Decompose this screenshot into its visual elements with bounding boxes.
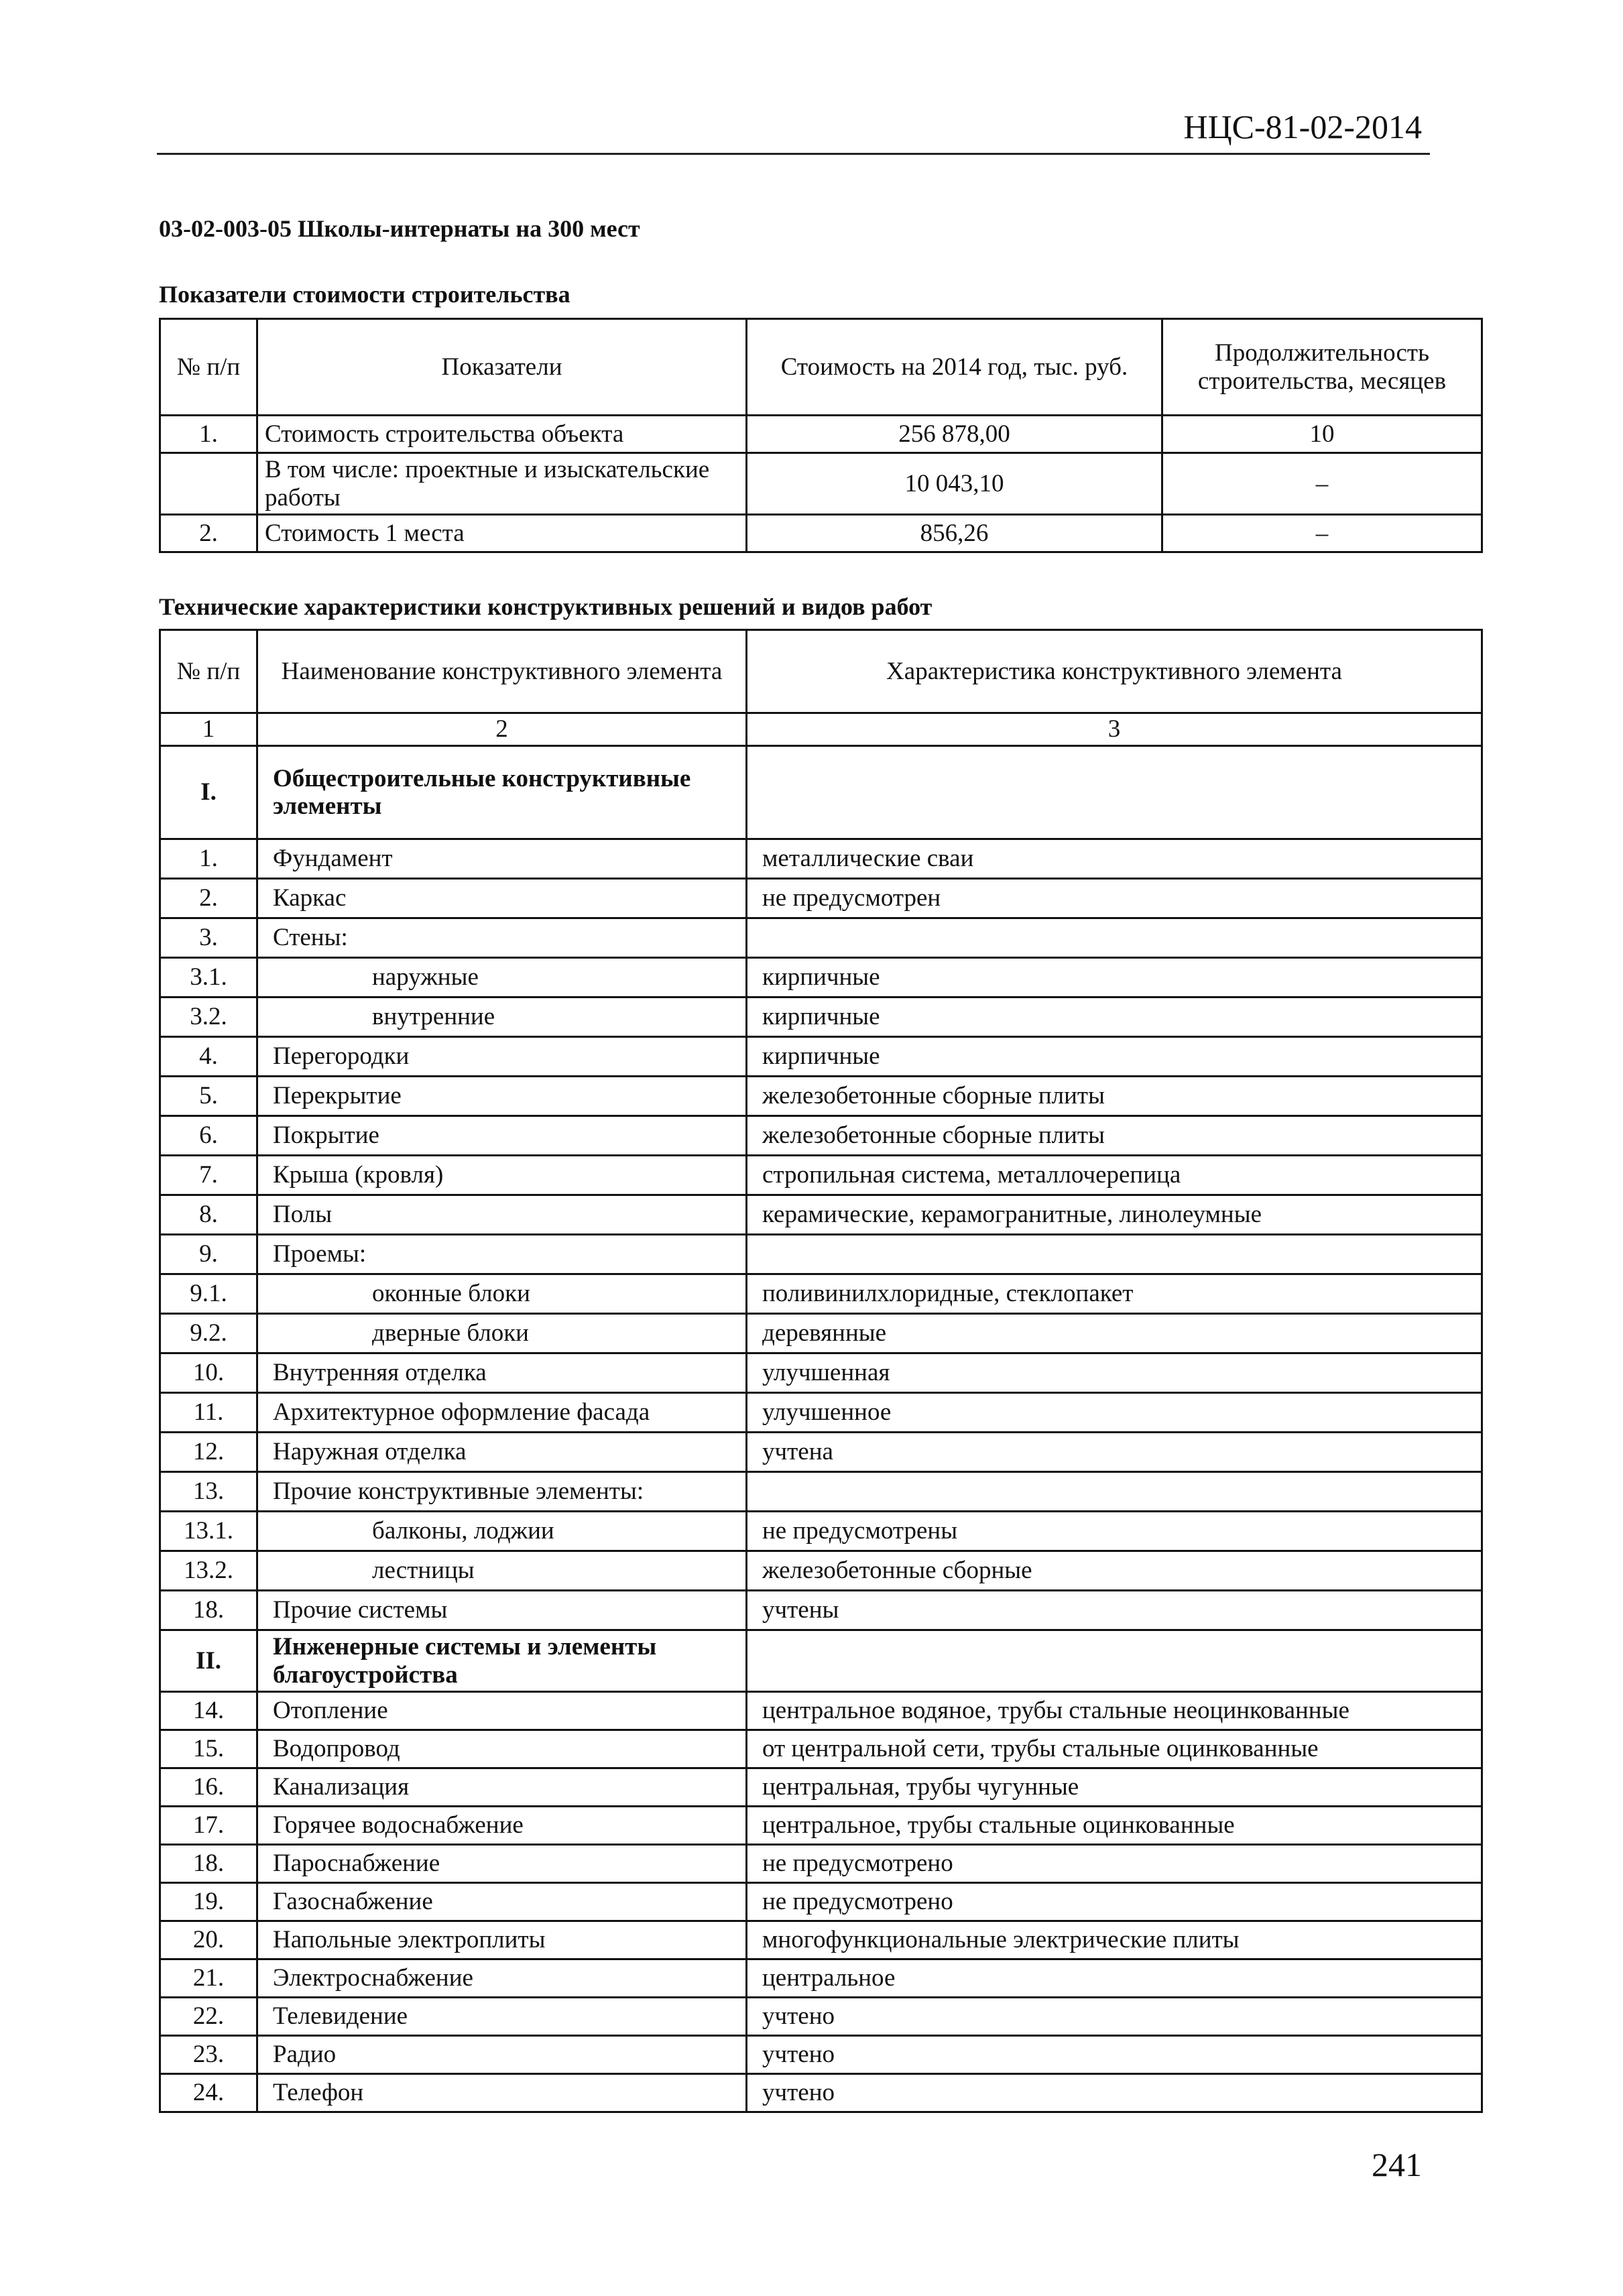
table-row <box>160 1472 1482 1512</box>
element-characteristic: не предусмотрены <box>747 1512 1482 1551</box>
column-number: 1 <box>160 713 257 746</box>
cost-table-title: Показатели стоимости строительства <box>159 281 570 308</box>
page-number: 241 <box>1372 2146 1422 2183</box>
indicator-name: В том числе: проектные и изыскательские работы <box>257 453 747 515</box>
element-characteristic: кирпичные <box>747 998 1482 1037</box>
row-number: 3.1. <box>160 958 257 998</box>
column-header: Продолжительность строительства, месяцев <box>1162 319 1482 416</box>
column-header: Показатели <box>257 319 747 416</box>
element-name: Каркас <box>257 879 747 918</box>
element-characteristic: учтено <box>747 2074 1482 2112</box>
table-row <box>160 1807 1482 1845</box>
element-characteristic: стропильная система, металлочерепица <box>747 1156 1482 1195</box>
element-name: Пароснабжение <box>257 1845 747 1883</box>
row-number: 16. <box>160 1768 257 1807</box>
element-name: Горячее водоснабжение <box>257 1807 747 1845</box>
element-characteristic: учтено <box>747 1998 1482 2036</box>
table-row <box>160 998 1482 1037</box>
table-row <box>160 1037 1482 1077</box>
element-name: Водопровод <box>257 1730 747 1768</box>
element-characteristic: улучшенная <box>747 1353 1482 1393</box>
element-name: Газоснабжение <box>257 1883 747 1921</box>
table-row <box>160 1551 1482 1591</box>
indicator-name: Стоимость 1 места <box>257 515 747 552</box>
element-name: балконы, лоджии <box>257 1512 747 1551</box>
element-characteristic <box>747 1235 1482 1274</box>
table-row <box>160 453 1482 515</box>
row-number: 12. <box>160 1433 257 1472</box>
element-name: Общестроительные конструктивные элементы <box>257 746 747 839</box>
row-number: 7. <box>160 1156 257 1195</box>
element-name: Отопление <box>257 1692 747 1730</box>
element-characteristic <box>747 1472 1482 1512</box>
table-row <box>160 1921 1482 1959</box>
table-row <box>160 515 1482 552</box>
element-characteristic: металлические сваи <box>747 839 1482 879</box>
table-row <box>160 1116 1482 1156</box>
row-number: 19. <box>160 1883 257 1921</box>
table-row <box>160 1730 1482 1768</box>
duration-value: 10 <box>1162 416 1482 453</box>
column-header: Характеристика конструктивного элемента <box>747 630 1482 713</box>
element-characteristic: кирпичные <box>747 1037 1482 1077</box>
element-name: наружные <box>257 958 747 998</box>
row-number: 9. <box>160 1235 257 1274</box>
row-number: 20. <box>160 1921 257 1959</box>
element-name: Проемы: <box>257 1235 747 1274</box>
row-number: 1. <box>160 416 257 453</box>
tech-table <box>159 629 1483 2113</box>
table-row <box>160 1845 1482 1883</box>
element-name: Прочие системы <box>257 1591 747 1630</box>
element-characteristic: железобетонные сборные плиты <box>747 1116 1482 1156</box>
cost-value: 856,26 <box>747 515 1162 552</box>
table-row <box>160 2074 1482 2112</box>
row-number: 6. <box>160 1116 257 1156</box>
document-code: НЦС-81-02-2014 <box>1183 108 1422 145</box>
header-rule <box>157 153 1430 155</box>
row-number: II. <box>160 1630 257 1692</box>
element-characteristic: поливинилхлоридные, стеклопакет <box>747 1274 1482 1314</box>
table-row <box>160 1512 1482 1551</box>
element-name: Радио <box>257 2036 747 2074</box>
element-characteristic: учтены <box>747 1591 1482 1630</box>
element-characteristic: центральное, трубы стальные оцинкованные <box>747 1807 1482 1845</box>
column-header: № п/п <box>160 630 257 713</box>
cost-value: 256 878,00 <box>747 416 1162 453</box>
element-characteristic: центральное <box>747 1959 1482 1998</box>
column-number: 3 <box>747 713 1482 746</box>
column-number-row <box>160 713 1482 746</box>
element-characteristic: многофункциональные электрические плиты <box>747 1921 1482 1959</box>
tech-table-header <box>160 630 1482 713</box>
row-number: 24. <box>160 2074 257 2112</box>
element-name: Канализация <box>257 1768 747 1807</box>
table-row <box>160 1156 1482 1195</box>
cost-value: 10 043,10 <box>747 453 1162 515</box>
section-row <box>160 746 1482 839</box>
element-name: Покрытие <box>257 1116 747 1156</box>
column-header: № п/п <box>160 319 257 416</box>
table-row <box>160 1692 1482 1730</box>
row-number: 21. <box>160 1959 257 1998</box>
row-number: 18. <box>160 1845 257 1883</box>
element-name: Наружная отделка <box>257 1433 747 1472</box>
cost-table-header <box>160 319 1482 416</box>
row-number: 13.1. <box>160 1512 257 1551</box>
element-name: Напольные электроплиты <box>257 1921 747 1959</box>
table-row <box>160 1195 1482 1235</box>
table-row <box>160 1998 1482 2036</box>
element-name: Архитектурное оформление фасада <box>257 1393 747 1433</box>
element-characteristic: не предусмотрен <box>747 879 1482 918</box>
table-row <box>160 1433 1482 1472</box>
row-number: I. <box>160 746 257 839</box>
row-number: 9.2. <box>160 1314 257 1353</box>
element-characteristic: центральное водяное, трубы стальные неоцинкованные <box>747 1692 1482 1730</box>
table-row <box>160 416 1482 453</box>
element-characteristic: кирпичные <box>747 958 1482 998</box>
row-number: 10. <box>160 1353 257 1393</box>
table-row <box>160 1591 1482 1630</box>
row-number: 2. <box>160 879 257 918</box>
row-number: 13.2. <box>160 1551 257 1591</box>
element-characteristic <box>747 1630 1482 1692</box>
element-characteristic: от центральной сети, трубы стальные оцинкованные <box>747 1730 1482 1768</box>
table-row <box>160 1393 1482 1433</box>
element-characteristic: учтена <box>747 1433 1482 1472</box>
cost-table <box>159 318 1483 553</box>
row-number: 22. <box>160 1998 257 2036</box>
column-number: 2 <box>257 713 747 746</box>
indicator-name: Стоимость строительства объекта <box>257 416 747 453</box>
element-name: Перегородки <box>257 1037 747 1077</box>
table-row <box>160 1077 1482 1116</box>
table-row <box>160 1235 1482 1274</box>
row-number: 3. <box>160 918 257 958</box>
row-number: 18. <box>160 1591 257 1630</box>
table-row <box>160 879 1482 918</box>
tech-table-title: Технические характеристики конструктивных решений и видов работ <box>159 593 933 620</box>
element-characteristic: центральная, трубы чугунные <box>747 1768 1482 1807</box>
element-name: Стены: <box>257 918 747 958</box>
row-number: 8. <box>160 1195 257 1235</box>
table-row <box>160 958 1482 998</box>
element-name: Инженерные системы и элементы благоустройства <box>257 1630 747 1692</box>
duration-value: – <box>1162 515 1482 552</box>
row-number: 4. <box>160 1037 257 1077</box>
element-name: лестницы <box>257 1551 747 1591</box>
element-characteristic <box>747 918 1482 958</box>
row-number: 1. <box>160 839 257 879</box>
element-name: дверные блоки <box>257 1314 747 1353</box>
element-characteristic: железобетонные сборные плиты <box>747 1077 1482 1116</box>
element-name: внутренние <box>257 998 747 1037</box>
table-row <box>160 2036 1482 2074</box>
element-name: Электроснабжение <box>257 1959 747 1998</box>
table-row <box>160 1883 1482 1921</box>
column-header: Наименование конструктивного элемента <box>257 630 747 713</box>
column-header: Стоимость на 2014 год, тыс. руб. <box>747 319 1162 416</box>
element-name: Перекрытие <box>257 1077 747 1116</box>
table-row <box>160 1768 1482 1807</box>
element-characteristic <box>747 746 1482 839</box>
duration-value: – <box>1162 453 1482 515</box>
table-row <box>160 839 1482 879</box>
row-number: 15. <box>160 1730 257 1768</box>
element-characteristic: не предусмотрено <box>747 1883 1482 1921</box>
row-number: 14. <box>160 1692 257 1730</box>
section-title: 03-02-003-05 Школы-интернаты на 300 мест <box>159 215 640 242</box>
element-name: Прочие конструктивные элементы: <box>257 1472 747 1512</box>
row-number: 3.2. <box>160 998 257 1037</box>
element-name: оконные блоки <box>257 1274 747 1314</box>
row-number: 13. <box>160 1472 257 1512</box>
element-name: Телевидение <box>257 1998 747 2036</box>
element-name: Крыша (кровля) <box>257 1156 747 1195</box>
table-row <box>160 1314 1482 1353</box>
row-number: 11. <box>160 1393 257 1433</box>
element-name: Фундамент <box>257 839 747 879</box>
row-number: 2. <box>160 515 257 552</box>
element-characteristic: учтено <box>747 2036 1482 2074</box>
element-characteristic: керамические, керамогранитные, линолеумные <box>747 1195 1482 1235</box>
element-characteristic: железобетонные сборные <box>747 1551 1482 1591</box>
section-row <box>160 1630 1482 1692</box>
row-number: 9.1. <box>160 1274 257 1314</box>
element-name: Внутренняя отделка <box>257 1353 747 1393</box>
element-name: Телефон <box>257 2074 747 2112</box>
element-characteristic: улучшенное <box>747 1393 1482 1433</box>
element-characteristic: деревянные <box>747 1314 1482 1353</box>
row-number <box>160 453 257 515</box>
element-name: Полы <box>257 1195 747 1235</box>
row-number: 23. <box>160 2036 257 2074</box>
tech-table-body <box>160 746 1482 2112</box>
table-row <box>160 1274 1482 1314</box>
table-row <box>160 1353 1482 1393</box>
element-characteristic: не предусмотрено <box>747 1845 1482 1883</box>
table-row <box>160 918 1482 958</box>
table-row <box>160 1959 1482 1998</box>
row-number: 5. <box>160 1077 257 1116</box>
row-number: 17. <box>160 1807 257 1845</box>
